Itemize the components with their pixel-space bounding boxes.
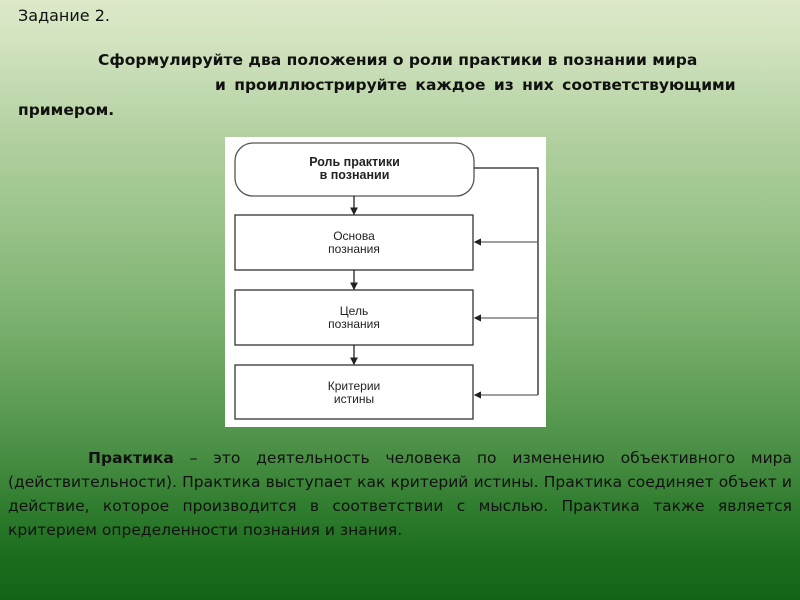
definition-text: – это деятельность человека по изменению объективного мира (действительности). Практика выступает как критерий истины. Практика соединяет объект и действие, которое производится в соответствии с мыслью. Практика также является критерием определенности познания и знания. [8,449,792,539]
node-1-line-2: познания [328,242,380,256]
feedback-line [474,168,538,395]
node-3-line-1: Критерии [327,379,381,393]
root-node-line-2: в познании [319,168,390,182]
prompt-line-3: примером. [18,101,115,119]
practice-role-diagram [225,137,546,427]
prompt-line-2: и проиллюстрируйте каждое из них соответствующими [215,76,736,94]
practice-definition [8,446,792,542]
root-node-label [235,156,474,182]
prompt-line-1: Сформулируйте два положения о роли практики в познании мира [98,51,698,69]
node-1-line-1: Основа [333,229,375,243]
node-label-1 [235,230,473,256]
task-prompt [18,48,782,123]
node-label-2 [235,305,473,331]
node-2-line-2: познания [328,317,380,331]
task-label: Задание 2. [18,6,110,25]
node-2-line-1: Цель [339,304,369,318]
node-3-line-2: истины [333,392,375,406]
root-node-line-1: Роль практики [309,155,400,169]
node-label-3 [235,380,473,406]
definition-term: Практика [88,449,174,467]
